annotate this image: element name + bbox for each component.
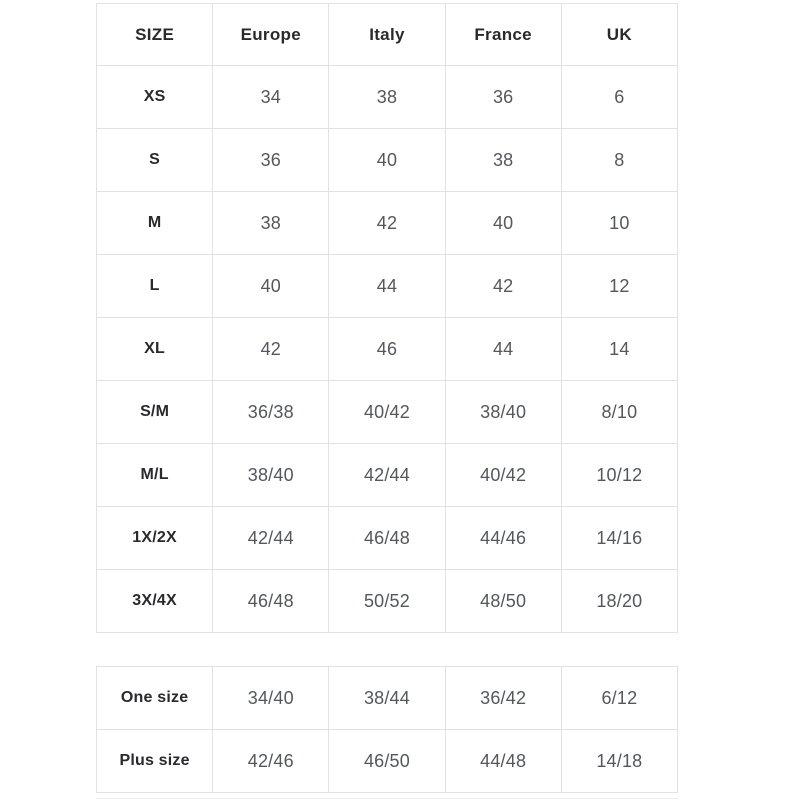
size-value-cell: 42 [445,255,561,318]
size-value-cell: 6 [561,66,677,129]
size-value-cell: 44/48 [445,730,561,793]
special-sizes-table [96,666,678,793]
header-row [97,4,678,66]
table-row [97,318,678,381]
size-value-cell: 40 [329,129,445,192]
table-row [97,730,678,793]
size-label: 3X/4X [97,570,213,633]
size-conversion-table-header [97,4,678,66]
table-row [97,66,678,129]
size-label: L [97,255,213,318]
size-value-cell: 38 [329,66,445,129]
size-value-cell: 6/12 [561,667,677,730]
column-header: Italy [329,4,445,66]
size-value-cell: 42/46 [213,730,329,793]
size-value-cell: 38 [213,192,329,255]
size-value-cell: 46/48 [213,570,329,633]
size-label: XL [97,318,213,381]
size-value-cell: 40/42 [445,444,561,507]
size-label: S/M [97,381,213,444]
size-value-cell: 38 [445,129,561,192]
size-label: M/L [97,444,213,507]
size-value-cell: 46/50 [329,730,445,793]
table-row [97,129,678,192]
size-label: S [97,129,213,192]
size-value-cell: 44 [445,318,561,381]
size-value-cell: 38/44 [329,667,445,730]
size-value-cell: 36/42 [445,667,561,730]
cutoff-next-table-edge [96,798,678,799]
size-value-cell: 34 [213,66,329,129]
size-value-cell: 38/40 [213,444,329,507]
size-label: XS [97,66,213,129]
size-value-cell: 44 [329,255,445,318]
table-row [97,507,678,570]
size-label: M [97,192,213,255]
size-value-cell: 10 [561,192,677,255]
size-value-cell: 40/42 [329,381,445,444]
table-row [97,570,678,633]
size-value-cell: 50/52 [329,570,445,633]
size-value-cell: 42/44 [329,444,445,507]
size-value-cell: 42 [213,318,329,381]
size-conversion-table-body [97,66,678,633]
table-row [97,381,678,444]
size-value-cell: 34/40 [213,667,329,730]
size-label: 1X/2X [97,507,213,570]
column-header: UK [561,4,677,66]
size-value-cell: 46/48 [329,507,445,570]
size-value-cell: 36/38 [213,381,329,444]
size-value-cell: 14/18 [561,730,677,793]
size-value-cell: 44/46 [445,507,561,570]
table-row [97,667,678,730]
size-label: Plus size [97,730,213,793]
size-value-cell: 40 [445,192,561,255]
size-value-cell: 14 [561,318,677,381]
size-value-cell: 18/20 [561,570,677,633]
table-row [97,255,678,318]
size-label: One size [97,667,213,730]
size-value-cell: 14/16 [561,507,677,570]
special-sizes-table-body [97,667,678,793]
size-value-cell: 8/10 [561,381,677,444]
size-value-cell: 48/50 [445,570,561,633]
size-value-cell: 10/12 [561,444,677,507]
size-value-cell: 38/40 [445,381,561,444]
size-value-cell: 42/44 [213,507,329,570]
size-value-cell: 36 [445,66,561,129]
size-value-cell: 42 [329,192,445,255]
size-value-cell: 40 [213,255,329,318]
size-value-cell: 12 [561,255,677,318]
size-value-cell: 46 [329,318,445,381]
size-conversion-table [96,3,678,633]
size-value-cell: 8 [561,129,677,192]
size-value-cell: 36 [213,129,329,192]
table-row [97,192,678,255]
table-row [97,444,678,507]
column-header: SIZE [97,4,213,66]
column-header: Europe [213,4,329,66]
column-header: France [445,4,561,66]
